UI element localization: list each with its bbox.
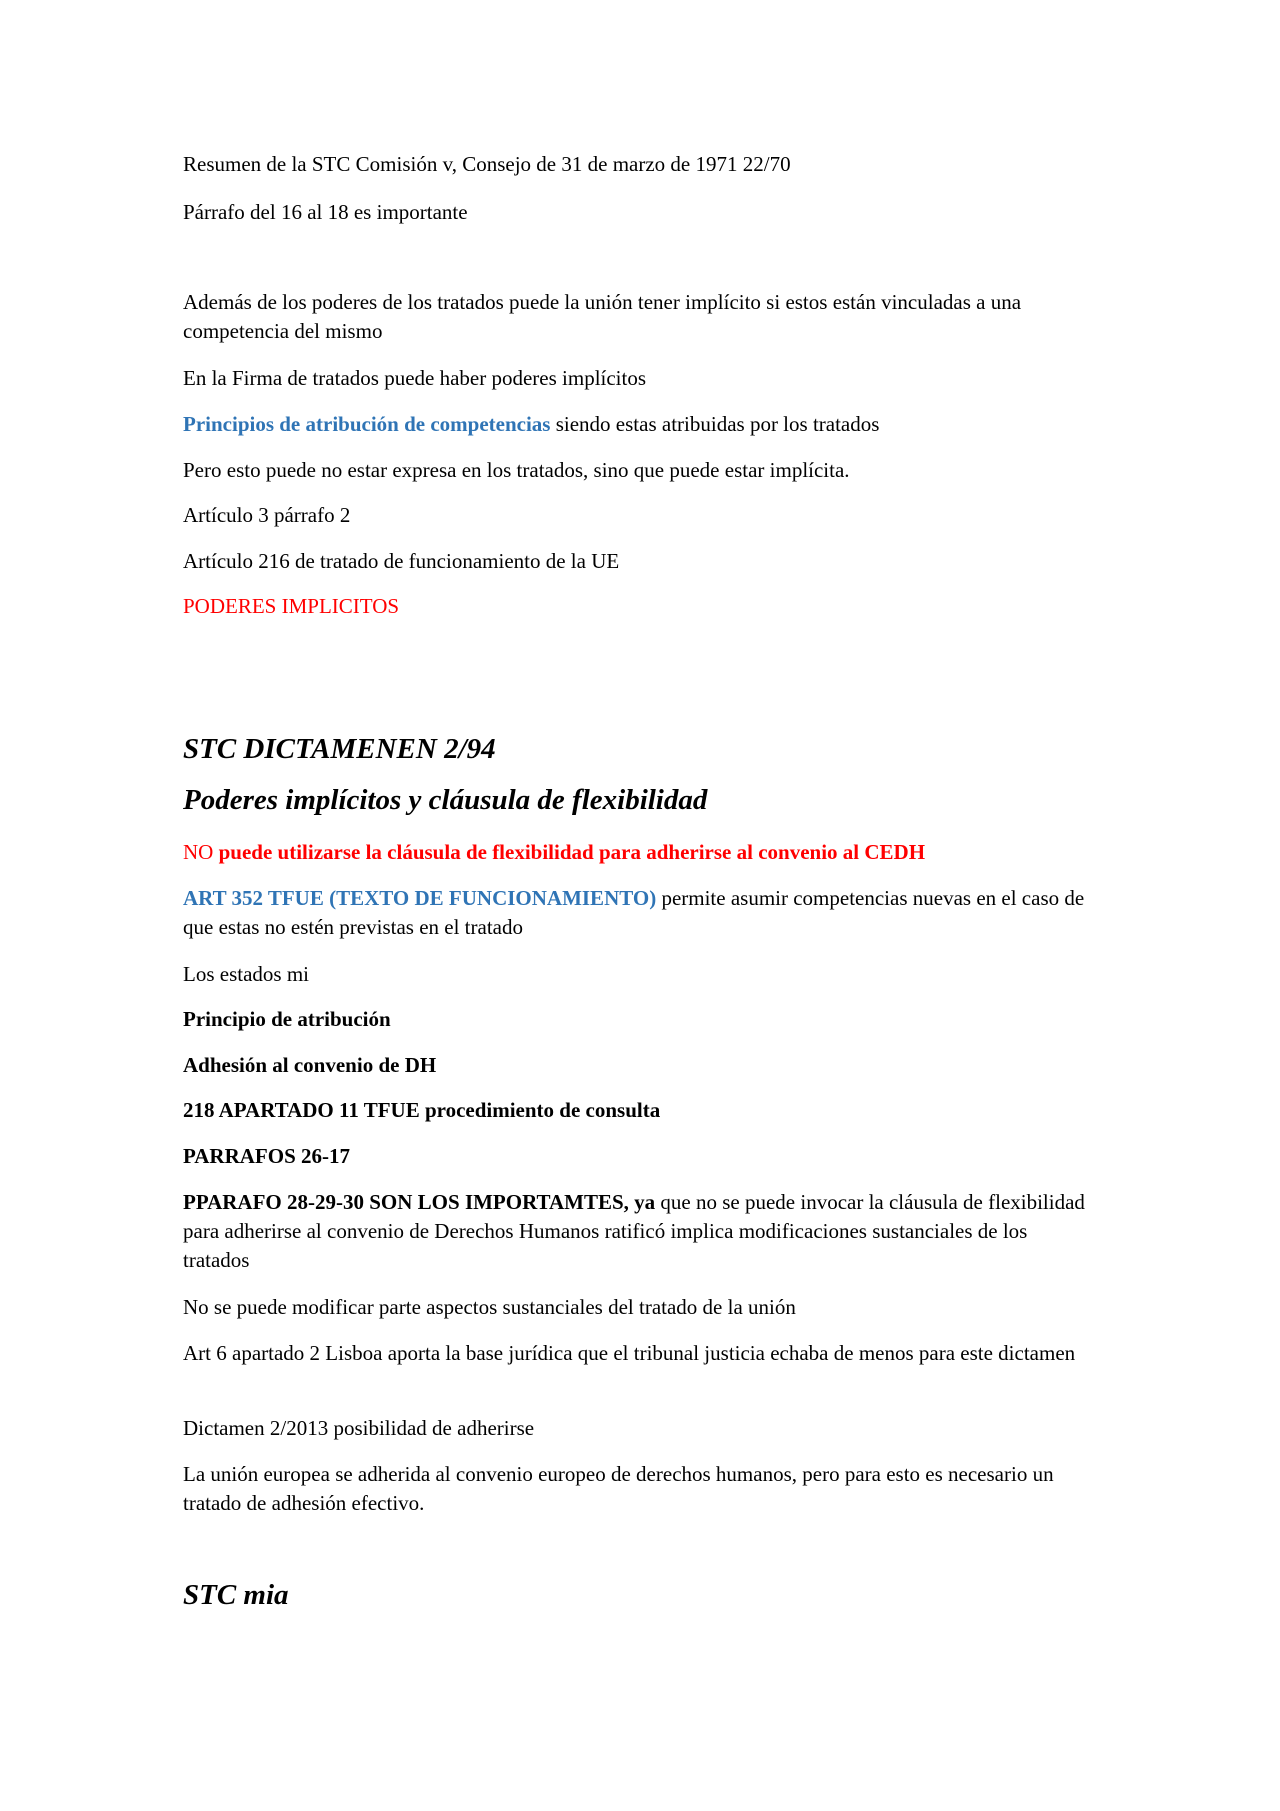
paragraph-article-216: Artículo 216 de tratado de funcionamiento de la UE <box>183 549 620 573</box>
paragraph-summary-title: Resumen de la STC Comisión v, Consejo de 31 de marzo de 1971 22/70 <box>183 152 791 176</box>
attribution-principles-text: siendo estas atribuidas por los tratados <box>550 412 880 436</box>
parrafos-28-30-text: que no se puede invocar la cláusula de flexibilidad para adherirse al convenio de Derechos Humanos ratificó implica modificaciones sustanciales de los tratados <box>183 1190 1085 1272</box>
heading-dictamen-2-94: STC DICTAMENEN 2/94 <box>183 733 496 765</box>
paragraph-important-range: Párrafo del 16 al 18 es importante <box>183 200 468 224</box>
heading-flexibility-clause: Poderes implícitos y cláusula de flexibilidad <box>183 784 708 816</box>
paragraph-implicit-note: Pero esto puede no estar expresa en los tratados, sino que puede estar implícita. <box>183 458 850 482</box>
attribution-principles-highlight: Principios de atribución de competencias <box>183 412 551 436</box>
paragraph-parrafos-26-17: PARRAFOS 26-17 <box>183 1144 351 1168</box>
paragraph-no-modify: No se puede modificar parte aspectos sustanciales del tratado de la unión <box>183 1295 796 1319</box>
paragraph-art-352 <box>183 884 1098 942</box>
cedh-warning-no: NO <box>183 840 214 864</box>
paragraph-dh-adhesion: Adhesión al convenio de DH <box>183 1053 437 1077</box>
paragraph-parrafos-28-30 <box>183 1188 1098 1275</box>
paragraph-article-3: Artículo 3 párrafo 2 <box>183 503 351 527</box>
paragraph-implicit-powers-caps: PODERES IMPLICITOS <box>183 594 400 618</box>
paragraph-eu-adhesion: La unión europea se adherida al convenio europeo de derechos humanos, pero para esto es necesario un tratado de adhesión efectivo. <box>183 1462 1054 1515</box>
cedh-warning-text: puede utilizarse la cláusula de flexibilidad para adherirse al convenio al CEDH <box>213 840 926 864</box>
art-352-highlight: ART 352 TFUE (TEXTO DE FUNCIONAMIENTO) <box>183 886 657 910</box>
paragraph-dictamen-2-2013: Dictamen 2/2013 posibilidad de adherirse <box>183 1416 535 1440</box>
paragraph-treaty-signing: En la Firma de tratados puede haber poderes implícitos <box>183 366 647 390</box>
paragraph-218-consultation: 218 APARTADO 11 TFUE procedimiento de consulta <box>183 1098 661 1122</box>
paragraph-implicit-powers: Además de los poderes de los tratados puede la unión tener implícito si estos están vinculadas a una competencia del mismo <box>183 290 1022 343</box>
paragraph-cedh-warning <box>183 838 1098 867</box>
parrafos-28-30-bold: PPARAFO 28-29-30 SON LOS IMPORTAMTES, ya <box>183 1190 656 1214</box>
paragraph-attribution-principles <box>183 410 1098 439</box>
heading-stc-mia: STC mia <box>183 1579 289 1611</box>
art-352-text: permite asumir competencias nuevas en el caso de que estas no estén previstas en el tratado <box>183 886 1085 939</box>
paragraph-states: Los estados mi <box>183 962 309 986</box>
paragraph-art-6-lisboa: Art 6 apartado 2 Lisboa aporta la base jurídica que el tribunal justicia echaba de menos para este dictamen <box>183 1341 1076 1365</box>
paragraph-attribution-principle: Principio de atribución <box>183 1007 391 1031</box>
